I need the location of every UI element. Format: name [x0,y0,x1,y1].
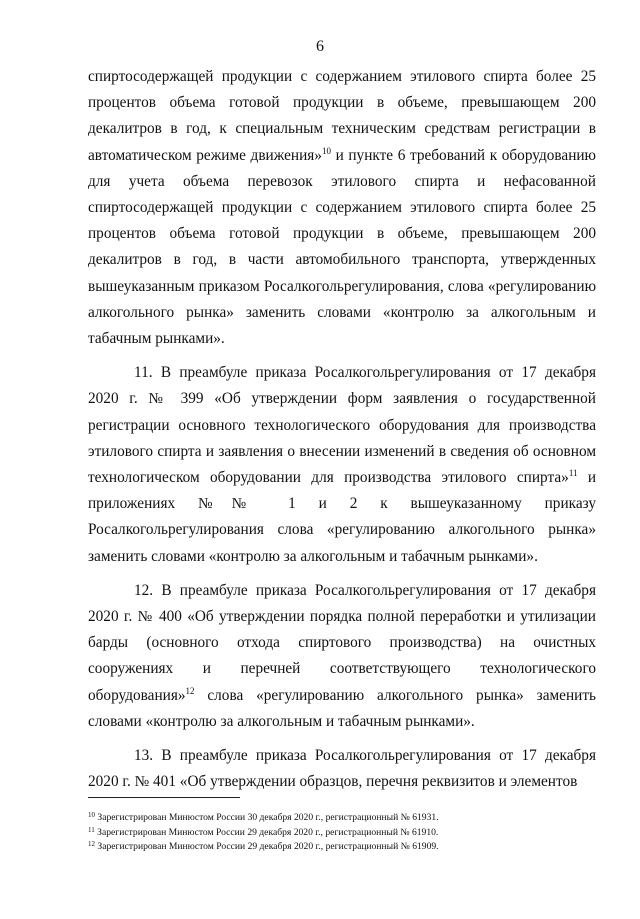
footnote-ref-11: 11 [568,468,578,479]
body-text [88,64,596,795]
paragraph-continuation [88,64,596,352]
paragraph-text: 12. В преамбуле приказа Росалкогольрегулирования от 17 декабря 2020 г. № 400 «Об утверждении порядка полной переработки и утилизации барды (основного отхода спиртового производства) на очистных сооружениях и перечней соответствующего технологического оборудования» [88,581,596,704]
footnote-mark: 11 [88,825,95,834]
footnote-mark: 12 [88,840,95,848]
footnote-ref-12: 12 [185,685,195,696]
footnote-ref-10: 10 [321,145,331,156]
paragraph-text: спиртосодержащей продукции с содержанием этилового спирта более 25 процентов объема готовой продукции в объеме, превышающем 200 декалитров в год, к специальным техническим средствам регистрации в автоматическом режиме движения» [88,68,596,164]
page-number: 6 [316,38,324,55]
paragraph-item-12 [88,578,596,735]
paragraph-text: слова «регулированию алкогольного рынка» заменить словами «контролю за алкогольным и табачным рынками». [88,686,596,730]
footnote-12 [88,840,596,855]
footnote-10 [88,811,596,826]
paragraph-text: и пункте 6 требований к оборудованию для учета объема перевозок этилового спирта и нефасованной спиртосодержащей продукции с содержанием этилового спирта более 25 процентов объема готовой продукции в объеме, превышающем 200 декалитров в год, в части автомобильного транспорта, утвержденных вышеуказанным приказом Росалкогольрегулирования, слова «регулированию алкогольного рынка» заменить словами «контролю за алкогольным и табачным рынками». [88,146,596,348]
footnote-text: Зарегистрирован Минюстом России 30 декабря 2020 г., регистрационный № 61931. [95,812,439,823]
footnote-separator [88,797,240,798]
paragraph-item-13 [88,743,596,795]
footnotes [88,811,596,855]
paragraph-text: и приложениях №№ 1 и 2 к вышеуказанному приказу Росалкогольрегулирования слова «регулированию алкогольного рынка» заменить словами «контролю за алкогольным и табачным рынками». [88,469,597,565]
paragraph-text: 13. В преамбуле приказа Росалкогольрегулирования от 17 декабря 2020 г. № 401 «Об утверждении образцов, перечня реквизитов и элементов [88,747,596,791]
footnote-11 [88,826,596,841]
footnote-text: Зарегистрирован Минюстом России 29 декабря 2020 г., регистрационный № 61909. [95,841,439,852]
paragraph-item-11 [88,360,596,570]
paragraph-text: 11. В преамбуле приказа Росалкогольрегулирования от 17 декабря 2020 г. № 399 «Об утверждении форм заявления о государственной регистрации основного технологического оборудования для производства этилового спирта и заявления о внесении изменений в сведения об основном технологическом оборудовании для производства этилового спирта» [88,364,596,487]
footnote-mark: 10 [88,811,95,819]
footnote-text: Зарегистрирован Минюстом России 29 декабря 2020 г., регистрационный № 61910. [94,826,439,838]
